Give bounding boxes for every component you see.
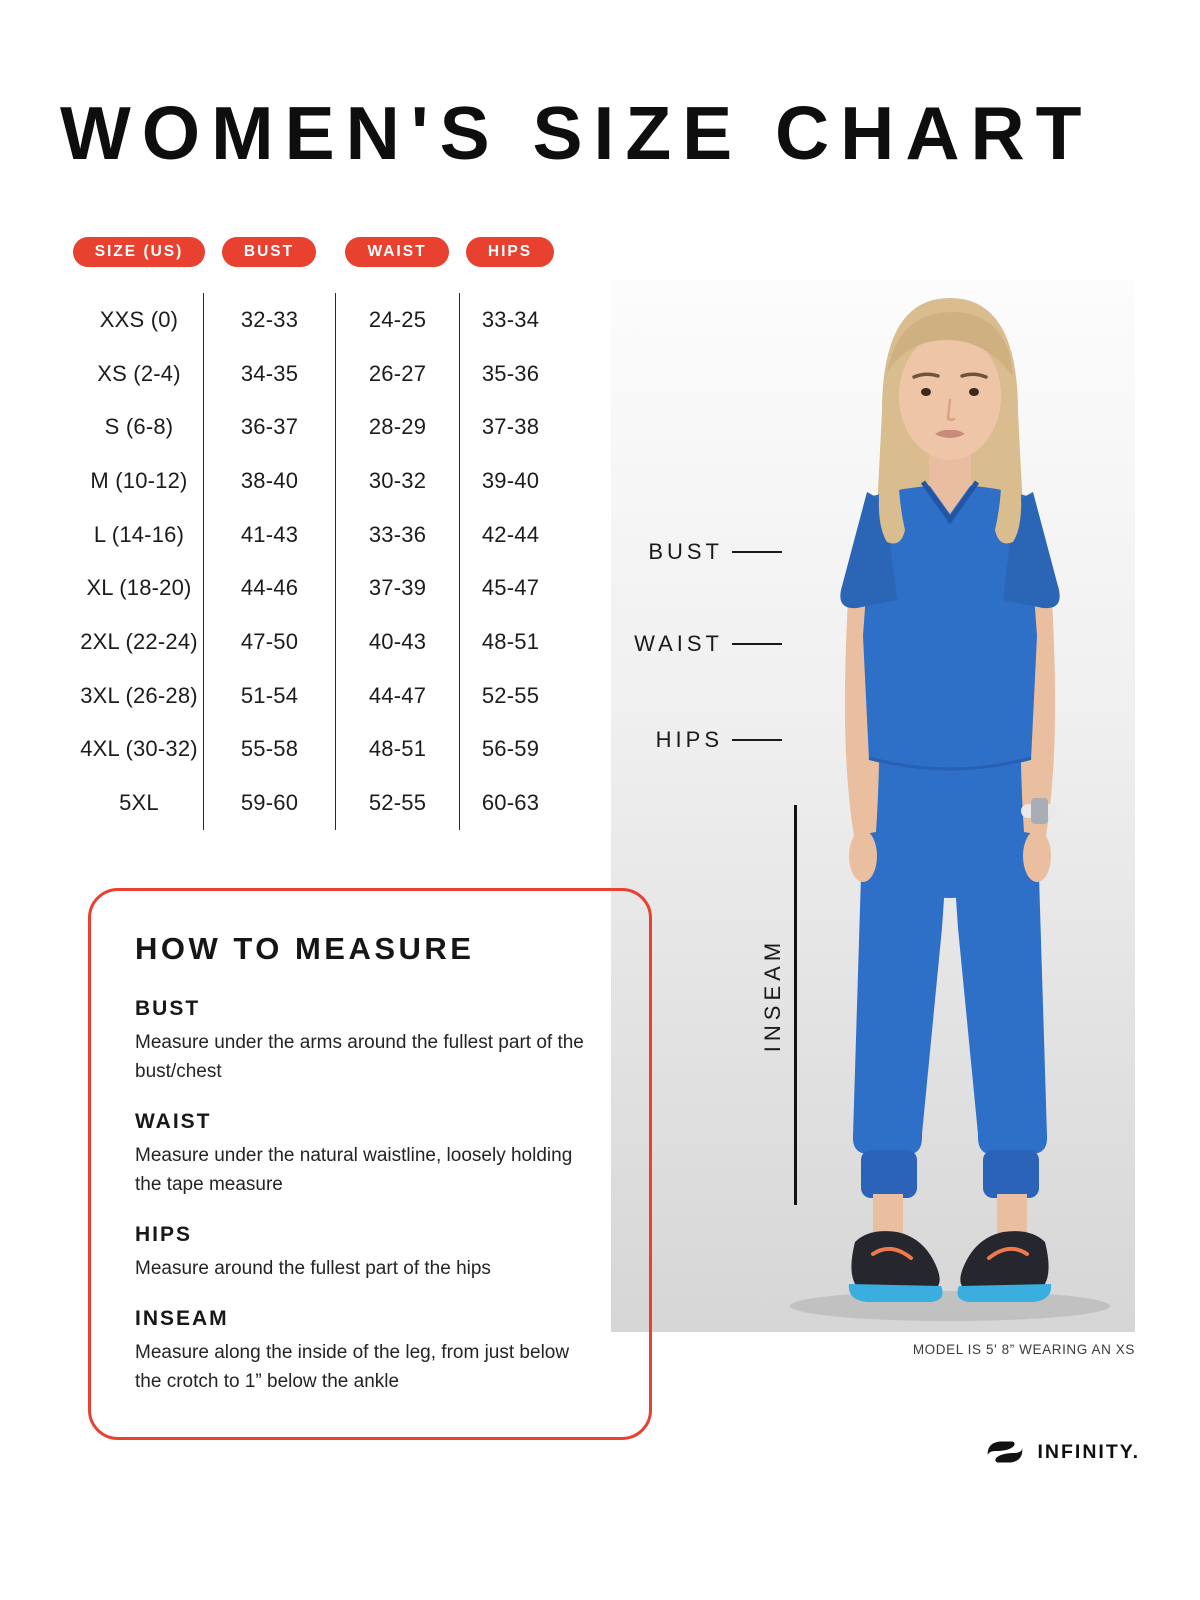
model-ankle-right <box>997 1194 1027 1236</box>
table-row <box>75 400 561 454</box>
table-row <box>75 561 561 615</box>
waist-cell: 30-32 <box>335 454 459 508</box>
table-row <box>75 776 561 830</box>
how-to-measure-sections <box>135 997 609 1396</box>
size-cell: XS (2-4) <box>97 360 181 386</box>
measure-section-label: HIPS <box>135 1223 193 1246</box>
measure-section-label: BUST <box>135 997 201 1020</box>
table-row <box>75 723 561 777</box>
column-pill-waist: WAIST <box>345 237 448 267</box>
model-figure <box>611 280 1135 1332</box>
waist-cell: 24-25 <box>335 293 459 347</box>
infinity-icon <box>983 1438 1027 1466</box>
size-cell: 4XL (30-32) <box>80 736 198 762</box>
hips-callout-label: HIPS <box>655 727 723 752</box>
column-pill-bust: BUST <box>222 237 316 267</box>
measure-section-text: Measure around the fullest part of the hips <box>135 1258 491 1279</box>
column-pill-size: SIZE (US) <box>73 237 206 267</box>
size-table-body <box>75 293 561 830</box>
hips-callout-line <box>732 739 782 742</box>
page-title: WOMEN'S SIZE CHART <box>60 91 1093 175</box>
size-cell: S (6-8) <box>104 414 174 440</box>
size-table-header <box>75 234 561 270</box>
table-row <box>75 669 561 723</box>
model-top <box>840 478 1059 771</box>
bust-cell: 41-43 <box>203 508 335 562</box>
model-caption: MODEL IS 5' 8” WEARING AN XS <box>912 1342 1135 1357</box>
hips-cell: 52-55 <box>459 669 561 723</box>
bust-cell: 34-35 <box>203 347 335 401</box>
hips-cell: 56-59 <box>459 723 561 777</box>
bust-cell: 44-46 <box>203 561 335 615</box>
size-table <box>75 234 561 830</box>
inseam-callout-label: INSEAM <box>760 937 785 1053</box>
measure-section-text: Measure along the inside of the leg, from just below the crotch to 1” below the ankle <box>135 1342 570 1392</box>
bust-callout-line <box>732 551 782 554</box>
table-row <box>75 615 561 669</box>
bust-cell: 51-54 <box>203 669 335 723</box>
measure-section-label: INSEAM <box>135 1307 229 1330</box>
bust-callout-label: BUST <box>648 539 723 564</box>
waist-cell: 44-47 <box>335 669 459 723</box>
hips-cell: 60-63 <box>459 776 561 830</box>
waist-cell: 40-43 <box>335 615 459 669</box>
size-cell: XXS (0) <box>99 306 179 332</box>
bust-callout <box>611 538 782 566</box>
table-row <box>75 347 561 401</box>
model-pants <box>853 750 1047 1198</box>
waist-callout-line <box>732 643 782 646</box>
how-to-measure-heading: HOW TO MEASURE <box>135 931 475 966</box>
bust-cell: 55-58 <box>203 723 335 777</box>
hips-cell: 48-51 <box>459 615 561 669</box>
size-cell: 3XL (26-28) <box>80 682 198 708</box>
waist-cell: 52-55 <box>335 776 459 830</box>
bust-cell: 59-60 <box>203 776 335 830</box>
waist-cell: 26-27 <box>335 347 459 401</box>
hips-cell: 37-38 <box>459 400 561 454</box>
waist-cell: 37-39 <box>335 561 459 615</box>
measure-section <box>135 1110 609 1199</box>
bust-cell: 36-37 <box>203 400 335 454</box>
ground-shadow <box>790 1291 1110 1321</box>
waist-callout <box>611 630 782 658</box>
waist-callout-label: WAIST <box>634 631 723 656</box>
bust-cell: 32-33 <box>203 293 335 347</box>
infinity-logo <box>983 1438 1140 1466</box>
model-ankle-left <box>873 1194 903 1236</box>
inseam-callout-line <box>794 805 797 1205</box>
hips-cell: 42-44 <box>459 508 561 562</box>
hips-cell: 39-40 <box>459 454 561 508</box>
table-row <box>75 454 561 508</box>
waist-cell: 28-29 <box>335 400 459 454</box>
model-photo <box>611 280 1135 1332</box>
table-row <box>75 508 561 562</box>
measure-section-text: Measure under the arms around the fullest part of the bust/chest <box>135 1032 584 1082</box>
hips-cell: 45-47 <box>459 561 561 615</box>
measure-section <box>135 1307 609 1396</box>
measure-section-label: WAIST <box>135 1110 212 1133</box>
hips-cell: 35-36 <box>459 347 561 401</box>
hips-callout <box>611 726 782 754</box>
measure-section-text: Measure under the natural waistline, loosely holding the tape measure <box>135 1145 573 1195</box>
measure-section <box>135 1223 609 1283</box>
waist-cell: 33-36 <box>335 508 459 562</box>
figure-area <box>611 280 1135 1357</box>
size-cell: 2XL (22-24) <box>80 628 198 654</box>
bust-cell: 38-40 <box>203 454 335 508</box>
size-cell: M (10-12) <box>90 467 188 493</box>
hips-cell: 33-34 <box>459 293 561 347</box>
size-cell: 5XL <box>119 790 159 816</box>
column-pill-hips: HIPS <box>466 237 554 267</box>
waist-cell: 48-51 <box>335 723 459 777</box>
size-cell: XL (18-20) <box>86 575 192 601</box>
size-cell: L (14-16) <box>93 521 185 547</box>
how-to-measure-box <box>88 888 652 1440</box>
table-row <box>75 293 561 347</box>
measure-section <box>135 997 609 1086</box>
bust-cell: 47-50 <box>203 615 335 669</box>
brand-name: INFINITY. <box>1037 1440 1140 1463</box>
